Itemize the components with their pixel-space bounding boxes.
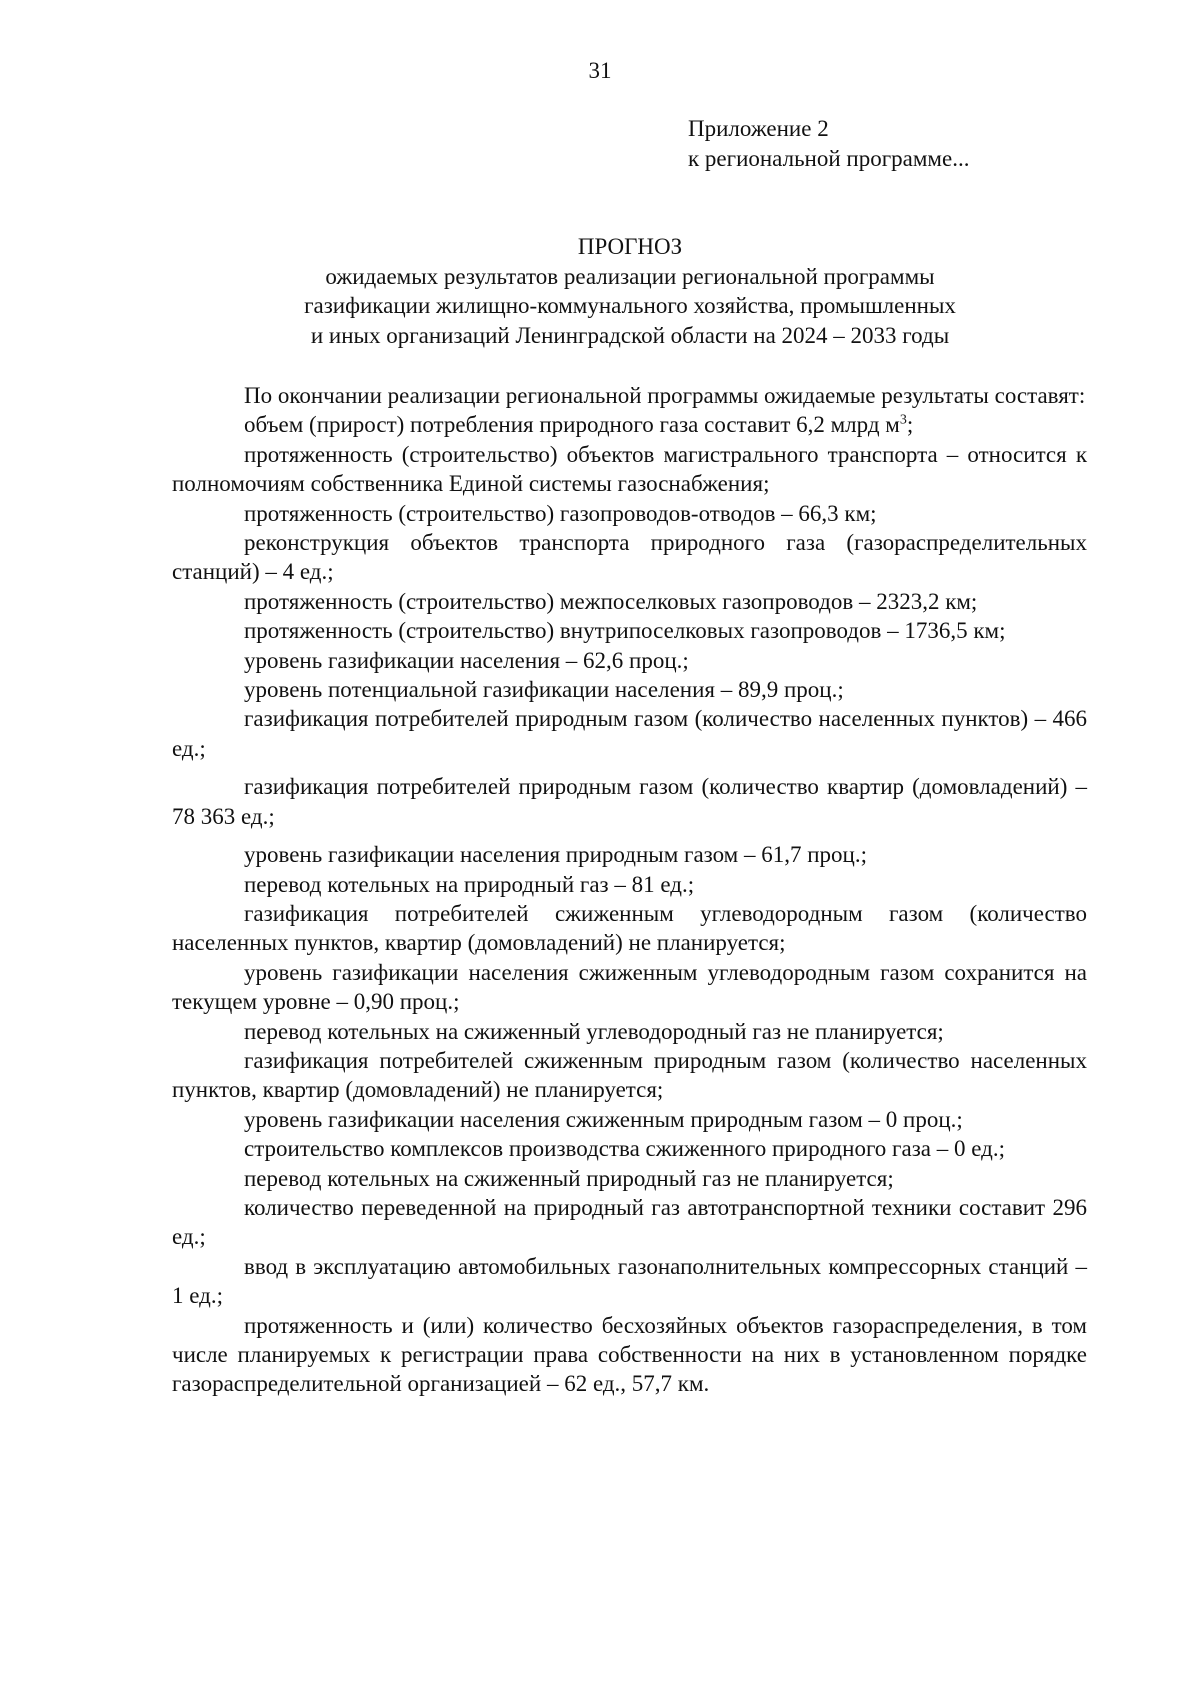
paragraph-text: объем (прирост) потребления природного газа составит 6,2 млрд м: [244, 412, 900, 438]
paragraph: газификация потребителей природным газом (количество населенных пунктов) – 466 ед.;: [172, 706, 1087, 761]
title-line-3: и иных организаций Ленинградской области на 2024 – 2033 годы: [310, 322, 950, 348]
paragraph: реконструкция объектов транспорта природного газа (газораспределительных станций) – 4 ед.;: [172, 530, 1087, 585]
document-title: [0, 232, 1200, 350]
appendix-line-1: Приложение 2: [688, 116, 829, 141]
paragraph: количество переведенной на природный газ автотранспортной техники составит 296 ед.;: [172, 1194, 1087, 1250]
paragraph: уровень газификации населения сжиженным углеводородным газом сохранится на текущем уровне – 0,90 проц.;: [172, 959, 1087, 1015]
paragraph: протяженность (строительство) газопроводов-отводов – 66,3 км;: [244, 500, 877, 526]
paragraph: протяженность (строительство) внутрипоселковых газопроводов – 1736,5 км;: [244, 618, 1006, 644]
title-heading: ПРОГНОЗ: [577, 234, 683, 259]
paragraph: газификация потребителей сжиженным природным газом (количество населенных пунктов, квартир (домовладений) не планируется;: [172, 1047, 1087, 1103]
paragraph: ввод в эксплуатацию автомобильных газонаполнительных компрессорных станций – 1 ед.;: [172, 1253, 1087, 1309]
paragraph: перевод котельных на сжиженный углеводородный газ не планируется;: [244, 1018, 944, 1044]
paragraph-tail: ;: [906, 412, 914, 438]
title-line-2: газификации жилищно-коммунального хозяйства, промышленных: [304, 293, 956, 318]
appendix-note: [688, 114, 969, 174]
paragraph: газификация потребителей природным газом (количество квартир (домовладений) – 78 363 ед.;: [172, 774, 1087, 829]
paragraph: уровень газификации населения сжиженным природным газом – 0 проц.;: [244, 1106, 963, 1132]
paragraph: протяженность (строительство) межпоселковых газопроводов – 2323,2 км;: [244, 588, 978, 614]
superscript-exponent: 3: [899, 412, 907, 428]
paragraph: уровень газификации населения – 62,6 проц.;: [244, 647, 689, 673]
paragraph: газификация потребителей сжиженным углеводородным газом (количество населенных пунктов, квартир (домовладений) не планируется;: [172, 900, 1087, 956]
paragraph: перевод котельных на природный газ – 81 ед.;: [244, 871, 695, 897]
paragraph: По окончании реализации региональной программы ожидаемые результаты составят:: [244, 383, 1086, 408]
paragraph: перевод котельных на сжиженный природный газ не планируется;: [244, 1165, 894, 1191]
page-number: 31: [588, 58, 612, 83]
paragraph: [172, 410, 1087, 439]
paragraph: протяженность (строительство) объектов магистрального транспорта – относится к полномочиям собственника Единой системы газоснабжения;: [172, 441, 1087, 497]
title-line-1: ожидаемых результатов реализации региональной программы: [325, 263, 935, 289]
paragraph: протяженность и (или) количество бесхозяйных объектов газораспределения, в том числе планируемых к регистрации права собственности на них в установленном порядке газораспределительной организацией – 62 ед., 57,7 км.: [172, 1312, 1087, 1397]
paragraph: уровень газификации населения природным газом – 61,7 проц.;: [244, 842, 867, 868]
paragraph: уровень потенциальной газификации населения – 89,9 проц.;: [244, 677, 844, 703]
paragraph: строительство комплексов производства сжиженного природного газа – 0 ед.;: [244, 1136, 1005, 1162]
body-text: [172, 381, 1087, 1399]
appendix-line-2: к региональной программе...: [688, 146, 970, 171]
